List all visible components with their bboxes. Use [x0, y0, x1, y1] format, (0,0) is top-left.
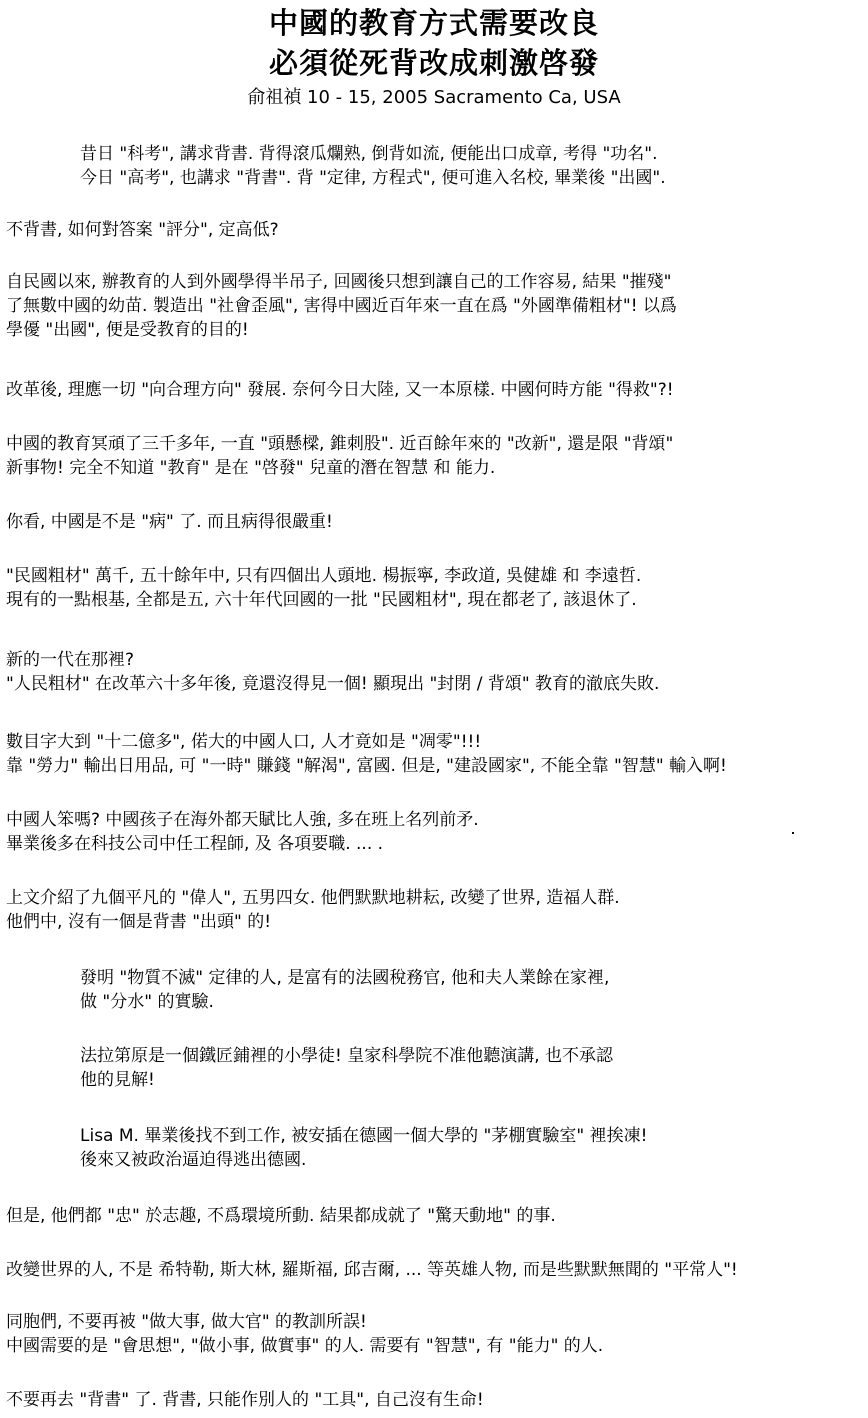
text-line: 不背書, 如何對答案 "評分", 定高低?	[6, 220, 279, 240]
text-line: 你看, 中國是不是 "病" 了. 而且病得很嚴重!	[6, 512, 333, 532]
text-line: 法拉第原是一個鐵匠鋪裡的小學徒! 皇家科學院不准他聽演講, 也不承認	[80, 1046, 614, 1066]
paragraph-tradition	[6, 432, 673, 480]
paragraph-republic-talents	[6, 564, 641, 612]
text-line: 上文介紹了九個平凡的 "偉人", 五男四女. 他們默默地耕耘, 改變了世界, 造福人群.	[6, 888, 620, 908]
paragraph-new-generation	[6, 648, 659, 696]
text-line: 他的見解!	[80, 1070, 155, 1090]
example-lavoisier	[80, 966, 609, 1014]
text-line: 同胞們, 不要再被 "做大事, 做大官" 的教訓所誤!	[6, 1312, 367, 1332]
text-line: 了無數中國的幼苗. 製造出 "社會歪風", 害得中國近百年來一直在爲 "外國準備粗材"! 以爲	[6, 296, 677, 316]
page-title-line-2: 必須從死背改成刺激啓發	[268, 46, 599, 80]
paragraph-compatriots	[6, 1310, 603, 1358]
paragraph-loyal	[6, 1204, 556, 1228]
example-lisa-meitner	[80, 1124, 647, 1172]
paragraph-sick	[6, 510, 333, 534]
paragraph-nine-greats	[6, 886, 620, 934]
text-line: 畢業後多在科技公司中任工程師, 及 各項要職. ... .	[6, 834, 384, 854]
paragraph-overseas	[6, 808, 479, 856]
text-line: 靠 "勞力" 輸出日用品, 可 "一時" 賺錢 "解渴", 富國. 但是, "建設國家", 不能全靠 "智慧" 輸入啊!	[6, 756, 727, 776]
text-line: "人民粗材" 在改革六十多年後, 竟還沒得見一個! 顯現出 "封閉 / 背頌" 教育的澈底失敗.	[6, 674, 660, 694]
text-line: 改革後, 理應一切 "向合理方向" 發展. 奈何今日大陸, 又一本原樣. 中國何時方能 "得救"?!	[6, 380, 674, 400]
text-line: 自民國以來, 辦教育的人到外國學得半吊子, 回國後只想到讓自己的工作容易, 結果 "摧殘"	[6, 272, 672, 292]
scan-speck	[792, 832, 794, 834]
example-faraday	[80, 1044, 613, 1092]
paragraph-ordinary-people	[6, 1258, 738, 1282]
paragraph-reform	[6, 378, 674, 402]
paragraph-history	[6, 270, 677, 342]
text-line: 改變世界的人, 不是 希特勒, 斯大林, 羅斯福, 邱吉爾, ... 等英雄人物, 而是些默默無聞的 "平常人"!	[6, 1260, 738, 1280]
text-line: 後來又被政治逼迫得逃出德國.	[80, 1150, 307, 1170]
text-line: 昔日 "科考", 講求背書. 背得滾瓜爛熟, 倒背如流, 便能出口成章, 考得 "功名".	[80, 144, 658, 164]
text-line: 不要再去 "背書" 了. 背書, 只能作別人的 "工具", 自己沒有生命!	[6, 1390, 484, 1410]
paragraph-population	[6, 730, 727, 778]
text-line: 學優 "出國", 便是受教育的目的!	[6, 320, 249, 340]
text-line: 中國的教育冥頑了三千多年, 一直 "頭懸樑, 錐刺股". 近百餘年來的 "改新", 還是限 "背頌"	[6, 434, 674, 454]
text-line: 中國人笨嗎? 中國孩子在海外都天賦比人強, 多在班上名列前矛.	[6, 810, 479, 830]
text-line: 今日 "高考", 也講求 "背書". 背 "定律, 方程式", 便可進入名校, 畢業後 "出國".	[80, 168, 666, 188]
text-line: Lisa M. 畢業後找不到工作, 被安插在德國一個大學的 "茅棚實驗室" 裡挨凍!	[80, 1126, 648, 1146]
paragraph-conclusion	[6, 1388, 484, 1412]
paragraph-exam-intro	[80, 142, 666, 190]
text-line: 他們中, 沒有一個是背書 "出頭" 的!	[6, 912, 272, 932]
author-date-line: 俞祖禎 10 - 15, 2005 Sacramento Ca, USA	[247, 87, 621, 108]
paragraph-question	[6, 218, 279, 242]
text-line: "民國粗材" 萬千, 五十餘年中, 只有四個出人頭地. 楊振寧, 李政道, 吳健雄 和 李遠哲.	[6, 566, 642, 586]
text-line: 現有的一點根基, 全都是五, 六十年代回國的一批 "民國粗材", 現在都老了, 該退休了.	[6, 590, 637, 610]
text-line: 新事物! 完全不知道 "教育" 是在 "啓發" 兒童的潛在智慧 和 能力.	[6, 458, 496, 478]
text-line: 做 "分水" 的實驗.	[80, 992, 214, 1012]
page-title-line-1: 中國的教育方式需要改良	[268, 6, 599, 40]
text-line: 中國需要的是 "會思想", "做小事, 做實事" 的人. 需要有 "智慧", 有 "能力" 的人.	[6, 1336, 604, 1356]
text-line: 發明 "物質不滅" 定律的人, 是富有的法國稅務官, 他和夫人業餘在家裡,	[80, 968, 610, 988]
text-line: 數目字大到 "十二億多", 偌大的中國人口, 人才竟如是 "凋零"!!!	[6, 732, 482, 752]
text-line: 但是, 他們都 "忠" 於志趣, 不爲環境所動. 結果都成就了 "驚天動地" 的事.	[6, 1206, 556, 1226]
text-line: 新的一代在那裡?	[6, 650, 135, 670]
